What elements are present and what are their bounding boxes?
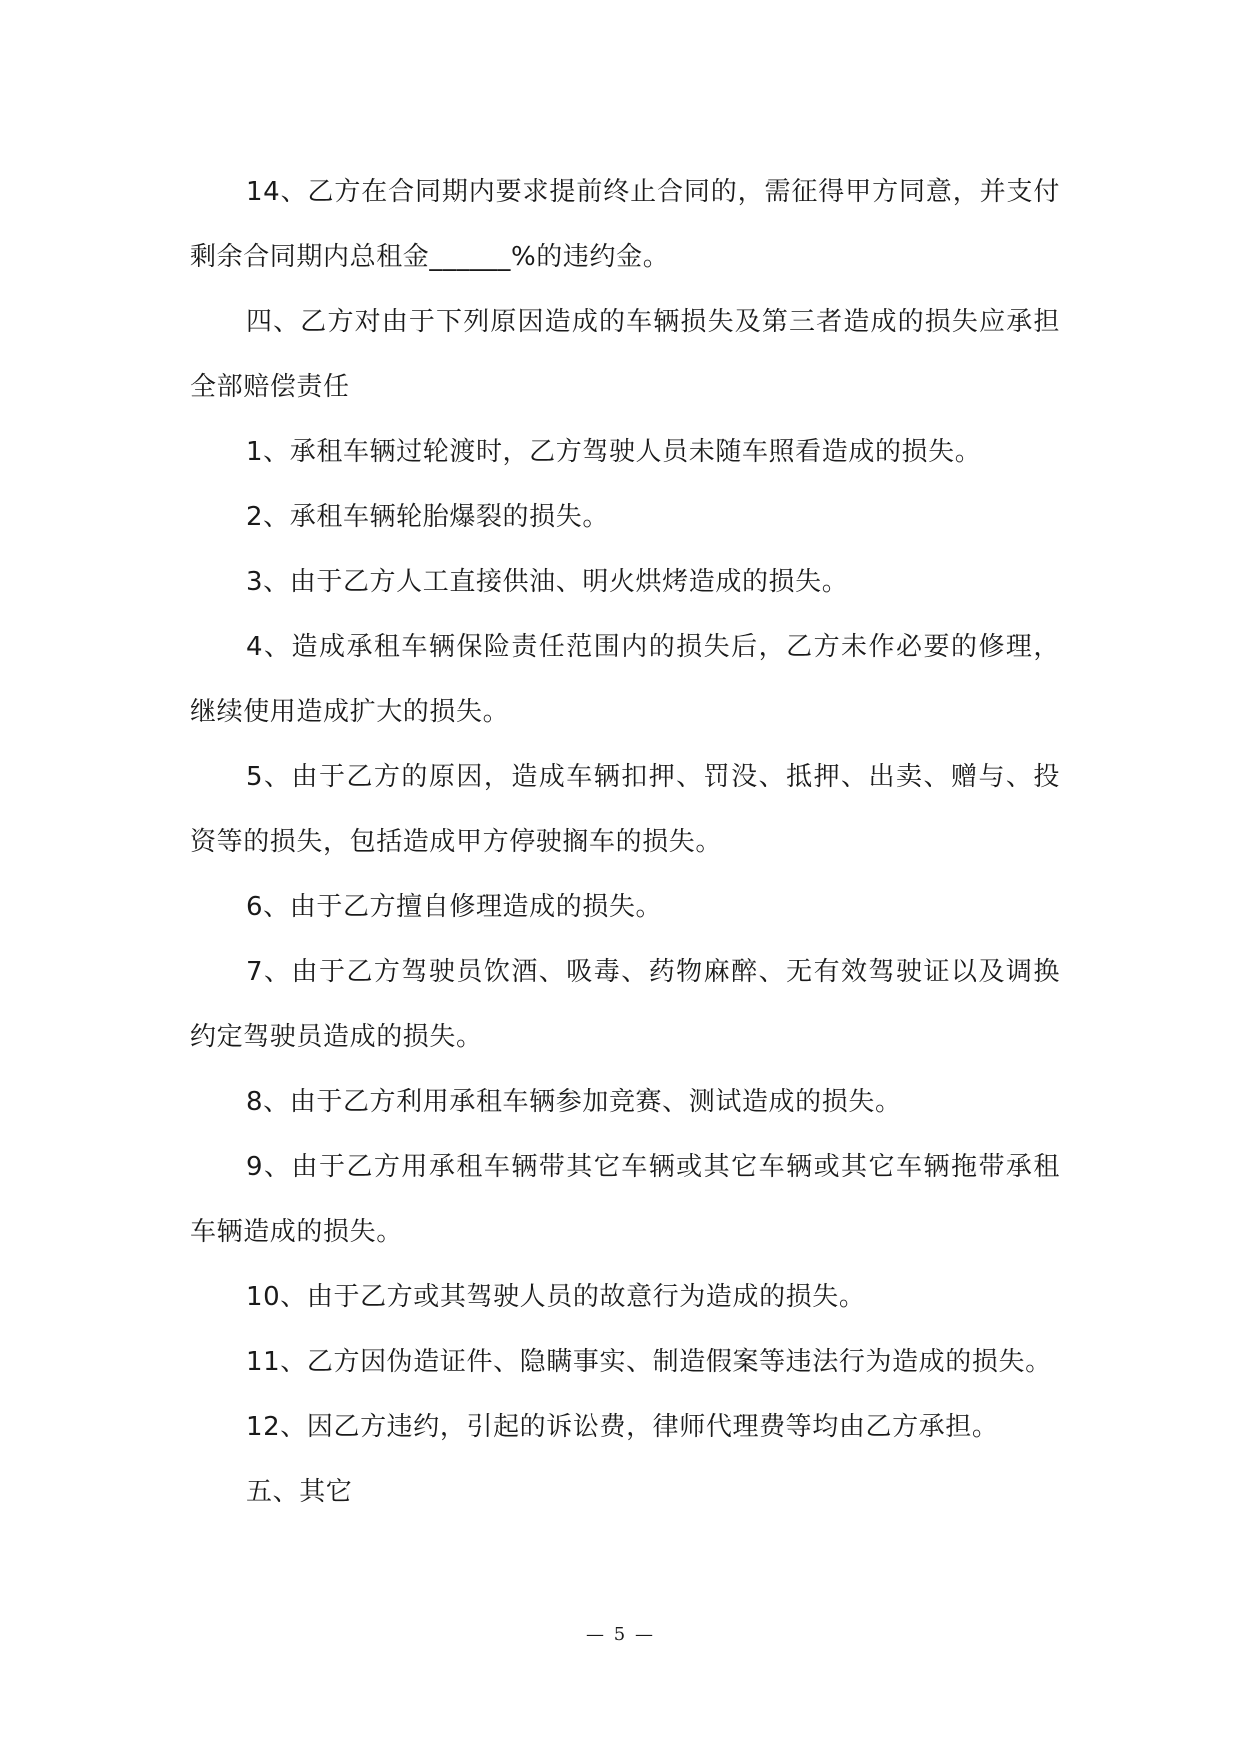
paragraph-section-four-heading: 四、乙方对由于下列原因造成的车辆损失及第三者造成的损失应承担全部赔偿责任	[190, 307, 1060, 402]
document-body	[190, 160, 1060, 1525]
paragraph-item-2: 2、承租车辆轮胎爆裂的损失。	[246, 502, 609, 532]
paragraph-item-11: 11、乙方因伪造证件、隐瞒事实、制造假案等违法行为造成的损失。	[246, 1347, 1052, 1377]
page-number: — 5 —	[586, 1624, 655, 1645]
paragraph-item-6: 6、由于乙方擅自修理造成的损失。	[246, 892, 663, 922]
paragraph-item-12: 12、因乙方违约，引起的诉讼费，律师代理费等均由乙方承担。	[246, 1412, 999, 1442]
paragraph-item-7: 7、由于乙方驾驶员饮酒、吸毒、药物麻醉、无有效驾驶证以及调换约定驾驶员造成的损失。	[190, 957, 1060, 1052]
paragraph-item-1: 1、承租车辆过轮渡时，乙方驾驶人员未随车照看造成的损失。	[246, 437, 982, 467]
paragraph-item-3: 3、由于乙方人工直接供油、明火烘烤造成的损失。	[246, 567, 849, 597]
paragraph-item-4: 4、造成承租车辆保险责任范围内的损失后，乙方未作必要的修理，继续使用造成扩大的损失。	[190, 632, 1060, 727]
paragraph-section-five-heading: 五、其它	[246, 1477, 353, 1507]
paragraph-item-5: 5、由于乙方的原因，造成车辆扣押、罚没、抵押、出卖、赠与、投资等的损失，包括造成甲方停驶搁车的损失。	[190, 762, 1060, 857]
paragraph-item-9: 9、由于乙方用承租车辆带其它车辆或其它车辆或其它车辆拖带承租车辆造成的损失。	[190, 1152, 1060, 1247]
paragraph-item-8: 8、由于乙方利用承租车辆参加竞赛、测试造成的损失。	[246, 1087, 902, 1117]
paragraph-item-10: 10、由于乙方或其驾驶人员的故意行为造成的损失。	[246, 1282, 866, 1312]
paragraph-clause-14: 14、乙方在合同期内要求提前终止合同的，需征得甲方同意，并支付剩余合同期内总租金______%的违约金。	[190, 177, 1060, 272]
